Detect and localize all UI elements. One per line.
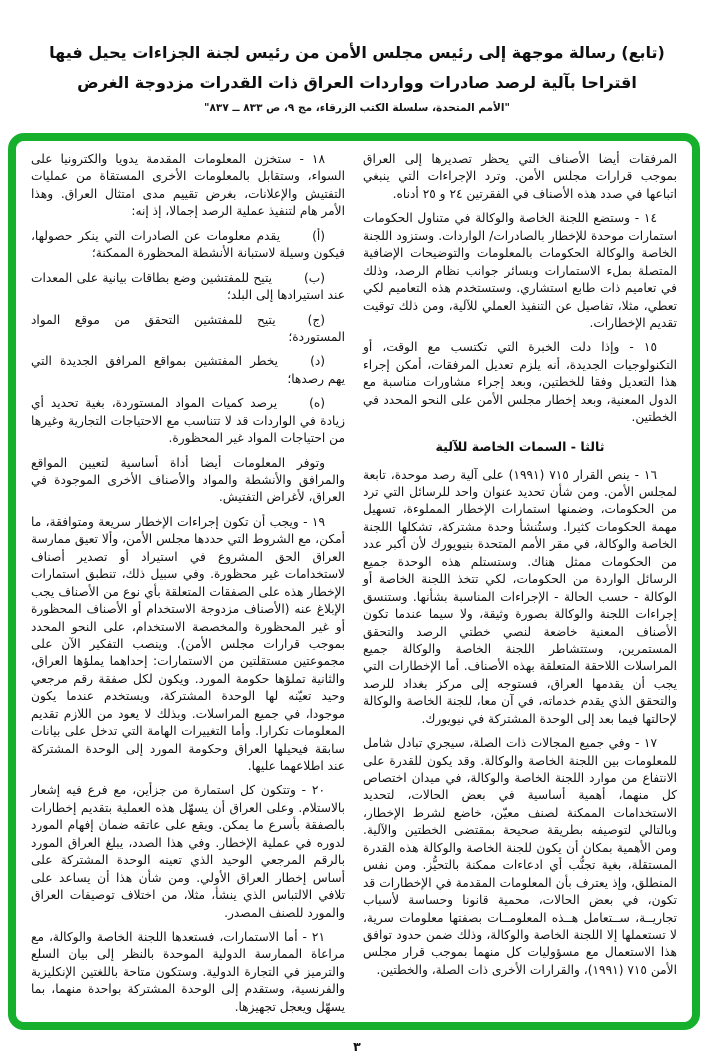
page-number: ٣	[353, 1039, 361, 1054]
paragraph-18-closing: وتوفر المعلومات أيضا أداة أساسية لتعيين المواقع والمرافق والأنشطة والمواد والأصناف الأخرى الموجودة في العراق، لأغراض التفتيش.	[31, 455, 345, 505]
paragraph-18-intro: ١٨ - ستخزن المعلومات المقدمة يدويا والكترونيا على السواء، وستقابل بالمعلومات الأخرى المستقاة من عمليات التفتيش والإعلانات، بغرض تقييم مدى امتثال العراق. وهذا الأمر هام لتنفيذ عملية الرصد إجمالا، إذ إنه:	[31, 152, 345, 219]
column-right	[363, 151, 677, 996]
list-item-d-text: يخطر المفتشين بمواقع المرافق الجديدة التي يهم رصدها؛	[31, 354, 345, 386]
paragraph-20: ٢٠ - وتتكون كل استمارة من جزأين، مع فرع فيه إشعار بالاستلام. وعلى العراق أن يسهّل هذه العملية بتقديم إخطارات بالصفقة بأسرع ما يمكن. ويقع على عاتقه ضمان إفهام المورد لدوره في عملية الإخطار. وفي هذا الصدد، يبلغ العراق المورد بالرقم المرجعي الوحيد الذي تعينه الوحدة المشتركة على أساس إخطار العراق الأولي. ومن شأن هذا أن يساعد على تلافي الالتباس الذي ينشأ، مثلا، من اختلاف توصيفات العراق والمورد للصنف المصدر.	[31, 783, 345, 920]
green-border-frame	[8, 133, 700, 1030]
page-footer	[0, 1039, 714, 1054]
paragraph-continuation: المرفقات أيضا الأصناف التي يحظر تصديرها إلى العراق بموجب قرارات مجلس الأمن. وترد الإجراءات التي ينبغي اتباعها في صدد هذه الأصناف في الفقرتين ٢٤ و ٢٥ أدناه.	[363, 152, 677, 201]
list-item-c	[31, 312, 345, 347]
list-item-d	[31, 353, 345, 388]
list-item-a-label: (أ)	[312, 228, 325, 243]
list-item-e-label: (ه)	[309, 396, 325, 411]
document-title-line1: (تابع) رسالة موجهة إلى رئيس مجلس الأمن من رئيس لجنة الجزاءات يحيل فيها	[49, 43, 665, 62]
document-title-line2: اقتراحا بآلية لرصد صادرات وواردات العراق ذات القدرات مزدوجة الغرض	[77, 72, 637, 92]
column-left	[31, 151, 345, 1014]
document-source-citation: "الأمم المتحدة، سلسلة الكتب الزرقاء، مج ٩، ص ٨٣٣ ــ ٨٣٧"	[204, 102, 510, 115]
list-item-d-label: (د)	[310, 354, 325, 369]
list-item-c-text: يتيح للمفتشين التحقق من موقع المواد المستوردة؛	[31, 312, 345, 344]
section-heading-third: ثالثا - السمات الخاصة للآلية	[435, 438, 605, 454]
list-item-e	[31, 395, 345, 447]
list-item-a-text: يقدم معلومات عن الصادرات التي ينكر حصولها، فيكون وسيلة لاستبانة الأنشطة المحظورة الممكنة؛	[31, 228, 345, 261]
list-item-b	[31, 270, 345, 305]
list-item-c-label: (ج)	[307, 312, 325, 327]
list-item-a	[31, 228, 345, 263]
paragraph-19: ١٩ - ويجب أن تكون إجراءات الإخطار سريعة ومتوافقة، ما أمكن، مع الشروط التي حددها مجلس الأمن، وألا تعيق ممارسة العراق الحق المشروع في استيراد أو تصدير أصناف لاستخدامات غير محظورة. وفي سبيل ذلك، تنطبق استمارات الإخطار هذه على الصفقات المتعلقة بأي نوع من الأصناف يجب الإبلاغ عنه (الأصناف مزدوجة الاستخدام أو الأصناف المحظورة أو غير المحظورة والمخصصة الاستخدام، على النحو المحدد بموجب قرارات مجلس الأمن). وينصب التفكير الآن على مجموعتين مستقلتين من الاستمارات: إحداهما يملؤها العراق، والثانية تملؤها حكومة المورد. ويكون لكل صفقة رقم مرجعي وحيد تعيّنه لها الوحدة المشتركة، ويستخدم عندما يكون موجودا، في جميع المراسلات. وبذلك لا يعود من اللازم تقديم المعلومات تكرارا. وأما التغييرات الهامة التي تدخل على بيانات سابقة فيحيلها العراق وحكومة المورد إلى الوحدة المشتركة عند اطلاعهما عليها.	[31, 514, 345, 773]
document-header	[0, 38, 714, 114]
list-item-b-text: يتيح للمفتشين وضع بطاقات بيانية على المعدات عند استيرادها إلى البلد؛	[31, 270, 345, 303]
paragraph-16: ١٦ - ينص القرار ٧١٥ (١٩٩١) على آلية رصد موحدة، تابعة لمجلس الأمن. ومن شأن تحديد عنوان واحد للرسائل التي ترد من الحكومات، وضمنها استمارات الإخطار المملوءة، تسهيل مهمة الحكومات كثيرا. وستُنشأ وحدة مشتركة، تشكلها اللجنة الخاصة والوكالة، في مقر الأمم المتحدة بنيويورك لأن أكبر عدد من الحكومات ممثل هناك. وستستلم هذه الوحدة جميع الرسائل الواردة من الحكومات، لكي تتخذ اللجنة الخاصة أو الوكالة - حسب الحالة - الإجراءات المناسبة بشأنها. وستنسق إجراءات اللجنة والوكالة بصورة وثيقة، ولا سيما عندما تكون الأصناف المعنية خاضعة لنصي خطتي الرصد والتحقق المستمرين، وستتشاطر اللجنة الخاصة والوكالة جميع المراسلات اللاحقة المتعلقة بهذه الأصناف. أما الإخطارات التي يجب أن يقدمها العراق، فستوجه إلى مركز بغداد للرصد والتحقق الذي يقدم خدماته، في آن معا، للجنة الخاصة والوكالة لإحالتها فيما بعد إلى الوحدة المشتركة في نيويورك.	[363, 467, 677, 726]
paragraph-17: ١٧ - وفي جميع المجالات ذات الصلة، سيجري تبادل شامل للمعلومات بين اللجنة الخاصة والوكالة. وقد يكون للقدرة على الانتفاع من موارد اللجنة الخاصة والوكالة، في ميدان اختصاص كل منهما، أهمية أساسية في بعض الحالات، لتحديد الاستخدامات الممكنة لصنف معيّن، خاضع لشرط الإخطار، وبالتالي لتوصيفه بطريقة صحيحة بمقتضى الخطتين والآلية. ومن الأهمية بمكان أن يكون للجنة الخاصة والوكالة هذه القدرة المستقلة، بغية تجنُّب أي ادعاءات ممكنة بالتحيُّز. ومن نفس المنطلق، وإذ يعترف بأن المعلومات المقدمة في الإخطارات قد تكون، في بعض الحالات، محمية قانونا وحساسة لأسباب تجاريــة، ســتعامل هــذه المعلومــات بصفتها معلومات سرية، لا تستعملها إلا اللجنة الخاصة والوكالة، وذلك ضمن حدود توافق هذا الاستعمال مع مسؤوليات كل منهما بموجب قرار مجلس الأمن ٧١٥ (١٩٩١)، والقرارات الأخرى ذات الصلة، والخطتين.	[363, 736, 677, 977]
paragraph-15: ١٥ - وإذا دلت الخبرة التي تكتسب مع الوقت، أو التكنولوجيات الجديدة، أنه يلزم تعديل المرفقات، أمكن إجراء هذا التعديل وفقا للخطتين، وبعد إجراء مشاورات مناسبة مع الدول المعنية، وبعد إخطار مجلس الأمن على النحو المحدد في الخطتين.	[363, 340, 677, 425]
list-item-b-label: (ب)	[304, 270, 325, 285]
paragraph-21: ٢١ - أما الاستمارات، فستعدها اللجنة الخاصة والوكالة، مع مراعاة الممارسة الدولية الموحدة بالنظر إلى بيان السلع والترميز في التجارة الدولية. وستكون متاحة باللغتين الإنكليزية والفرنسية، وستقدم إلى الوحدة المشتركة بواحدة منهما، بما يسهّل ويعجل تجهيزها.	[31, 929, 345, 1014]
list-item-e-text: يرصد كميات المواد المستوردة، بغية تحديد أي زيادة في الواردات قد لا تتناسب مع الاحتياجات التجارية وغيرها من احتياجات المواد غير المحظورة.	[31, 396, 345, 446]
two-column-text-area	[16, 141, 692, 1014]
paragraph-14: ١٤ - وستضع اللجنة الخاصة والوكالة في متناول الحكومات استمارات موحدة للإخطار بالصادرات/ الواردات. وستزود اللجنة الخاصة والوكالة الحكومات بالمعلومات والتوضيحات الإضافية المتصلة بملء الاستمارات وبسائر جوانب نظام الرصد، وذلك في تعاميم ذات طابع استشاري. وستستخدم هذه التعاميم لكي تعطي، مثلا، تفاصيل عن التنفيذ العملي للآلية، ومن ذلك توقيت تقديم الإخطارات.	[363, 211, 677, 330]
